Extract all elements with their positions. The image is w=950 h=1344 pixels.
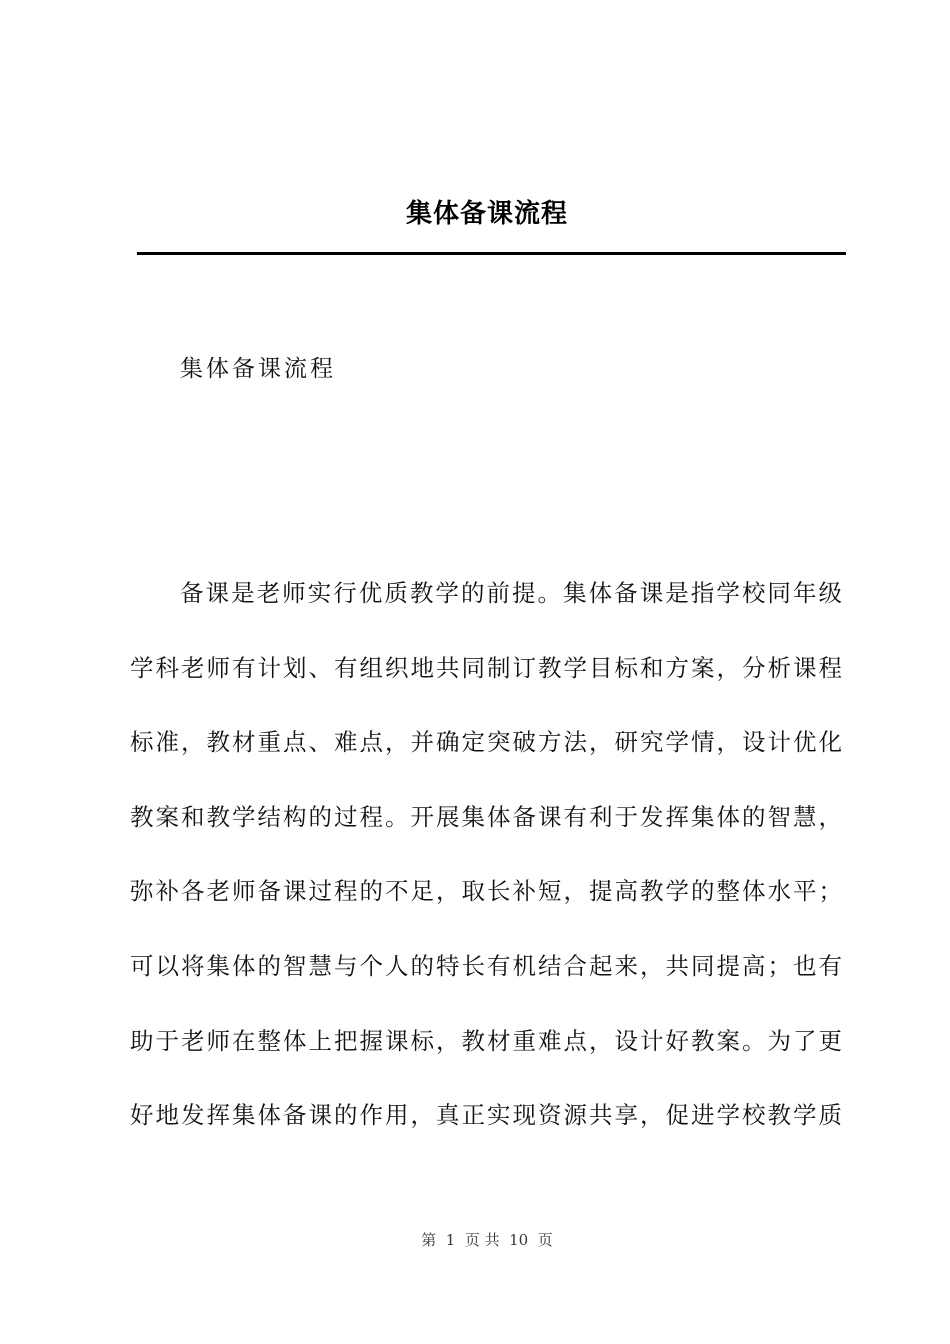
body-paragraph	[130, 573, 842, 1170]
paragraph-line: 可以将集体的智慧与个人的特长有机结合起来，共同提高；也有	[130, 951, 842, 980]
section-subtitle: 集体备课流程	[180, 356, 336, 382]
title-divider	[137, 252, 846, 255]
paragraph-line: 教案和教学结构的过程。开展集体备课有利于发挥集体的智慧，	[130, 802, 842, 831]
paragraph-line: 备课是老师实行优质教学的前提。集体备课是指学校同年级	[180, 579, 842, 607]
paragraph-line: 弥补各老师备课过程的不足，取长补短，提高教学的整体水平；	[130, 877, 842, 906]
paragraph-line: 标准，教材重点、难点，并确定突破方法，研究学情，设计优化	[130, 728, 842, 757]
page-title: 集体备课流程	[405, 199, 568, 229]
paragraph-line: 学科老师有计划、有组织地共同制订教学目标和方案，分析课程	[130, 653, 842, 682]
page-number-footer: 第 1 页 共 10 页	[421, 1231, 553, 1249]
paragraph-line: 好地发挥集体备课的作用，真正实现资源共享，促进学校教学质	[130, 1101, 842, 1130]
paragraph-line: 助于老师在整体上把握课标，教材重难点，设计好教案。为了更	[130, 1026, 842, 1055]
